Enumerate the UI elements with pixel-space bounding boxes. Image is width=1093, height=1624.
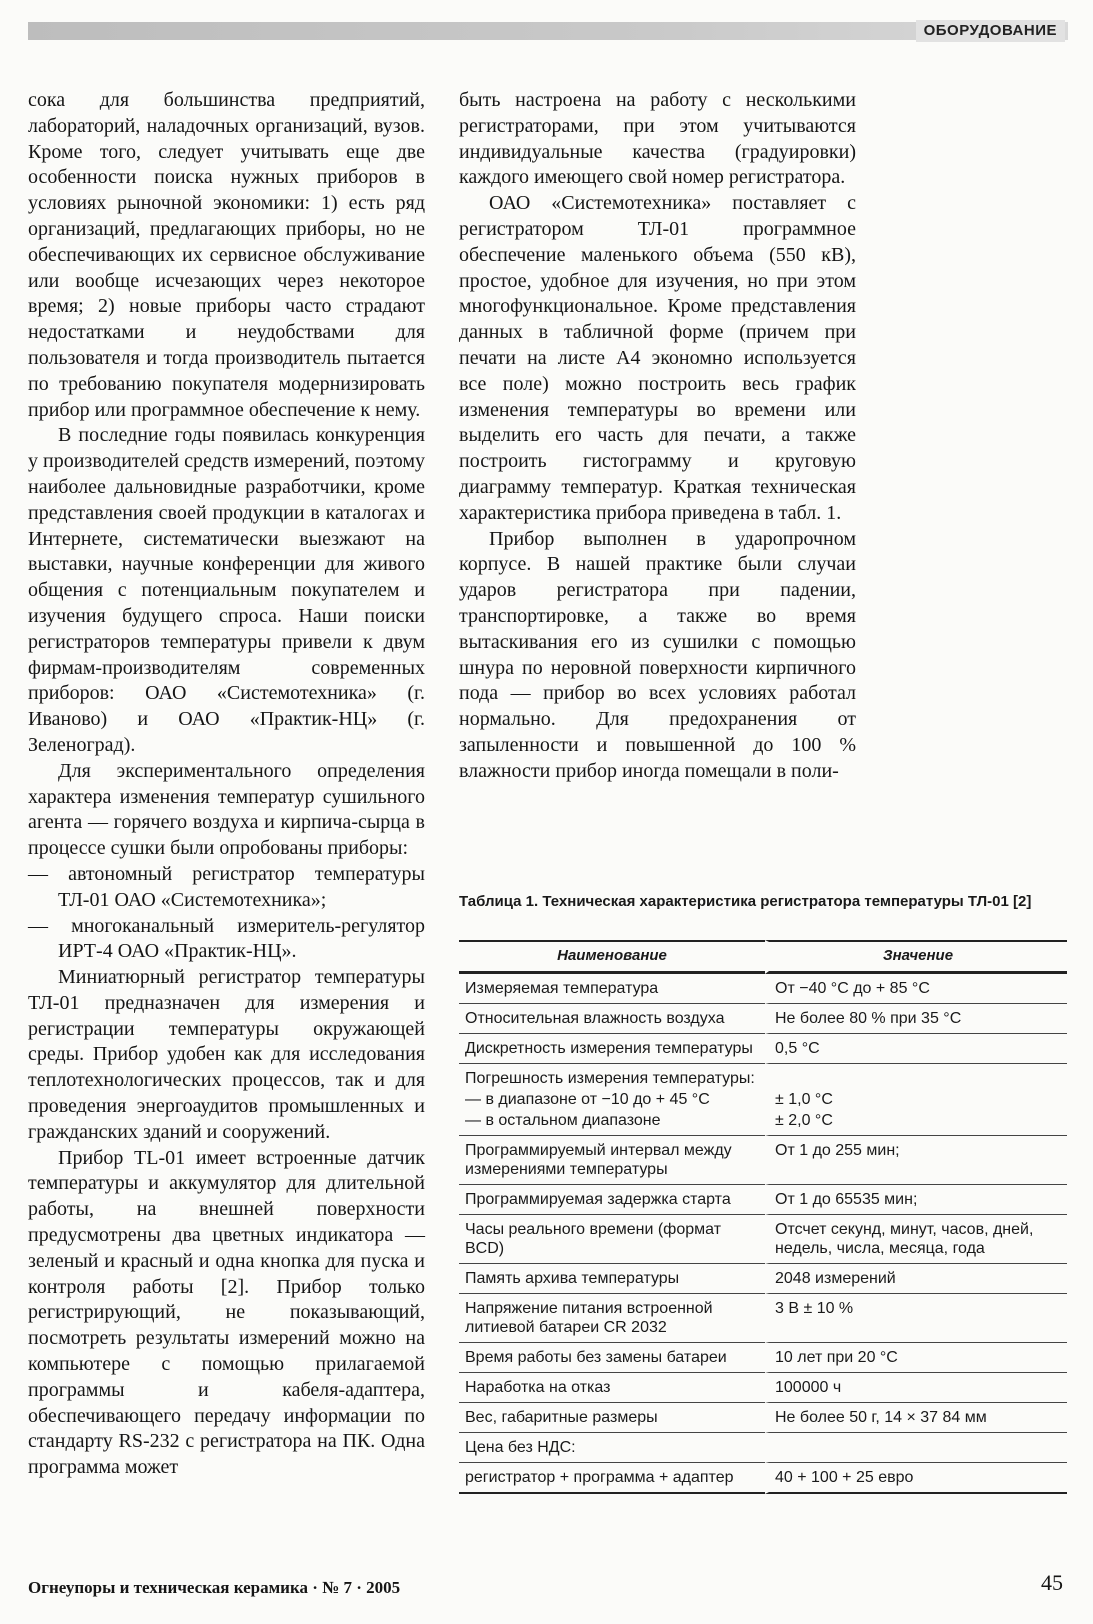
row-value: 10 лет при 20 °С <box>765 1343 1067 1373</box>
right-column <box>459 88 856 785</box>
row-value: 100000 ч <box>765 1373 1067 1403</box>
paragraph: Прибор TL-01 имеет встроенные датчик температуры и аккумулятор для длительной работы, на внешней поверхности предусмотрены два цветных индикатора — зеленый и красный и одна кнопка для пуска и контроля работы [2]. Прибор только регистрирующий, не показывающий, посмотреть результаты измерений можно на компьютере с помощью прилагаемой программы и кабеля-адаптера, обеспечивающего передачу информации по стандарту RS-232 с регистратора на ПК. Одна программа может <box>28 1146 425 1479</box>
table-row <box>459 1463 1067 1494</box>
row-value: От 1 до 65535 мин; <box>765 1185 1067 1215</box>
section-label: ОБОРУДОВАНИЕ <box>916 20 1065 42</box>
row-name: Напряжение питания встроенной литиевой батареи CR 2032 <box>459 1294 765 1343</box>
table-row <box>459 1089 1067 1110</box>
page-number: 45 <box>1041 1570 1063 1595</box>
row-value: 3 В ± 10 % <box>765 1294 1067 1343</box>
table-caption: Таблица 1. Техническая характеристика регистратора температуры ТЛ-01 [2] <box>459 893 1032 910</box>
row-name: — в диапазоне от −10 до + 45 °С <box>465 1091 710 1108</box>
row-name: Память архива температуры <box>459 1264 765 1294</box>
row-name: Дискретность измерения температуры <box>459 1034 765 1064</box>
row-name: Погрешность измерения температуры: <box>465 1070 755 1087</box>
journal-footer: Огнеупоры и техническая керамика · № 7 · 2005 <box>28 1578 401 1597</box>
row-value: От 1 до 255 мин; <box>765 1136 1067 1185</box>
table-row <box>459 1403 1067 1433</box>
row-name: Цена без НДС: <box>459 1433 765 1463</box>
paragraph: В последние годы появилась конкуренция у производителей средств измерений, поэтому наиболее дальновидные разработчики, кроме представления своей продукции в каталогах и Интернете, систематически выезжают на выставки, научные конференции для живого общения с потенциальным покупателем и изучения будущего спроса. Наши поиски регистраторов температуры привели к двум фирмам-производителям современных приборов: ОАО «Системотехника» (г. Иваново) и ОАО «Практик-НЦ» (г. Зеленоград). <box>28 424 425 756</box>
column-header-name: Наименование <box>459 940 765 974</box>
row-value: Не более 50 г, 14 × 37 84 мм <box>765 1403 1067 1433</box>
table-row <box>459 1136 1067 1185</box>
row-value: Не более 80 % при 35 °С <box>765 1004 1067 1034</box>
paragraph: Для экспериментального определения характера изменения температур сушильного агента — горячего воздуха и кирпича-сырца в процессе сушки были опробованы приборы: <box>28 759 425 860</box>
row-name: Программируемая задержка старта <box>459 1185 765 1215</box>
paragraph: Прибор выполнен в ударопрочном корпусе. В нашей практике были случаи ударов регистратора при падении, транспортировке, а также во время вытаскивания его из сушилки с помощью шнура по неровной поверхности кирпичного пода — прибор во всех условиях работал нормально. Для предохранения от запыленности и повышенной до 100 % влажности прибор иногда помещали в поли- <box>459 527 856 782</box>
table-row <box>459 1373 1067 1403</box>
table-row <box>459 1034 1067 1064</box>
row-value: 0,5 °С <box>765 1034 1067 1064</box>
row-value: ± 2,0 °С <box>765 1110 1067 1136</box>
row-name: — в остальном диапазоне <box>459 1110 765 1136</box>
table-row <box>459 1004 1067 1034</box>
table-row <box>459 974 1067 1004</box>
header-bar <box>28 22 1068 40</box>
row-name: Наработка на отказ <box>459 1373 765 1403</box>
row-value: 40 + 100 + 25 евро <box>765 1463 1067 1494</box>
left-column <box>28 88 425 1481</box>
row-name: Измеряемая температура <box>459 974 765 1004</box>
table-row <box>459 1343 1067 1373</box>
table-row <box>459 1185 1067 1215</box>
table-row <box>459 1215 1067 1264</box>
list-item: — многоканальный измеритель-регулятор ИРТ-4 ОАО «Практик-НЦ». <box>28 914 425 963</box>
paragraph: ОАО «Системотехника» поставляет с регистратором ТЛ-01 программное обеспечение маленького объема (550 кВ), простое, удобное для изучения, но при этом многофункциональное. Кроме представления данных в табличной форме (причем при печати на листе А4 экономно используется все поле) можно построить весь график изменения температуры во времени или выделить его часть для печати, а также построить гистограмму и круговую диаграмму температур. Краткая техническая характеристика прибора приведена в табл. 1. <box>459 192 856 524</box>
list-item: — автономный регистратор температуры ТЛ-01 ОАО «Системотехника»; <box>28 862 425 911</box>
row-value: ± 1,0 °С <box>765 1089 1067 1110</box>
table-row <box>459 1433 1067 1463</box>
spec-table <box>459 940 1067 1494</box>
paragraph: быть настроена на работу с несколькими регистраторами, при этом учитываются индивидуальные качества (градуировки) каждого имеющего свой номер регистратора. <box>459 89 856 189</box>
row-name: Часы реального времени (формат BCD) <box>459 1215 765 1264</box>
table-row <box>459 1264 1067 1294</box>
row-value: 2048 измерений <box>765 1264 1067 1294</box>
row-value <box>765 1064 1067 1089</box>
row-name: Относительная влажность воздуха <box>459 1004 765 1034</box>
row-name: регистратор + программа + адаптер <box>459 1463 765 1494</box>
row-name: Программируемый интервал между измерениями температуры <box>459 1136 765 1185</box>
paragraph: Миниатюрный регистратор температуры ТЛ-01 предназначен для измерения и регистрации температуры окружающей среды. Прибор удобен как для исследования теплотехнологических процессов, так и для проведения энергоаудитов промышленных и гражданских зданий и сооружений. <box>28 966 425 1143</box>
table-row <box>459 1110 1067 1136</box>
table-row <box>459 1064 1067 1089</box>
row-value: Отсчет секунд, минут, часов, дней, недель, числа, месяца, года <box>765 1215 1067 1264</box>
row-value: От −40 °С до + 85 °С <box>765 974 1067 1004</box>
paragraph: сока для большинства предприятий, лабораторий, наладочных организаций, вузов. Кроме того, следует учитывать еще две особенности поиска нужных приборов в условиях рыночной экономики: 1) есть ряд организаций, предлагающих приборы, но не обеспечивающих их сервисное обслуживание или вообще исчезающих через некоторое время; 2) новые приборы часто страдают недостатками и неудобствами для пользователя и тогда производитель пытается по требованию покупателя модернизировать прибор или программное обеспечение к нему. <box>28 89 425 421</box>
table-row <box>459 1294 1067 1343</box>
table-header-row <box>459 940 1067 974</box>
row-name: Вес, габаритные размеры <box>459 1403 765 1433</box>
row-value <box>765 1433 1067 1463</box>
row-name: Время работы без замены батареи <box>459 1343 765 1373</box>
column-header-value: Значение <box>765 940 1067 974</box>
